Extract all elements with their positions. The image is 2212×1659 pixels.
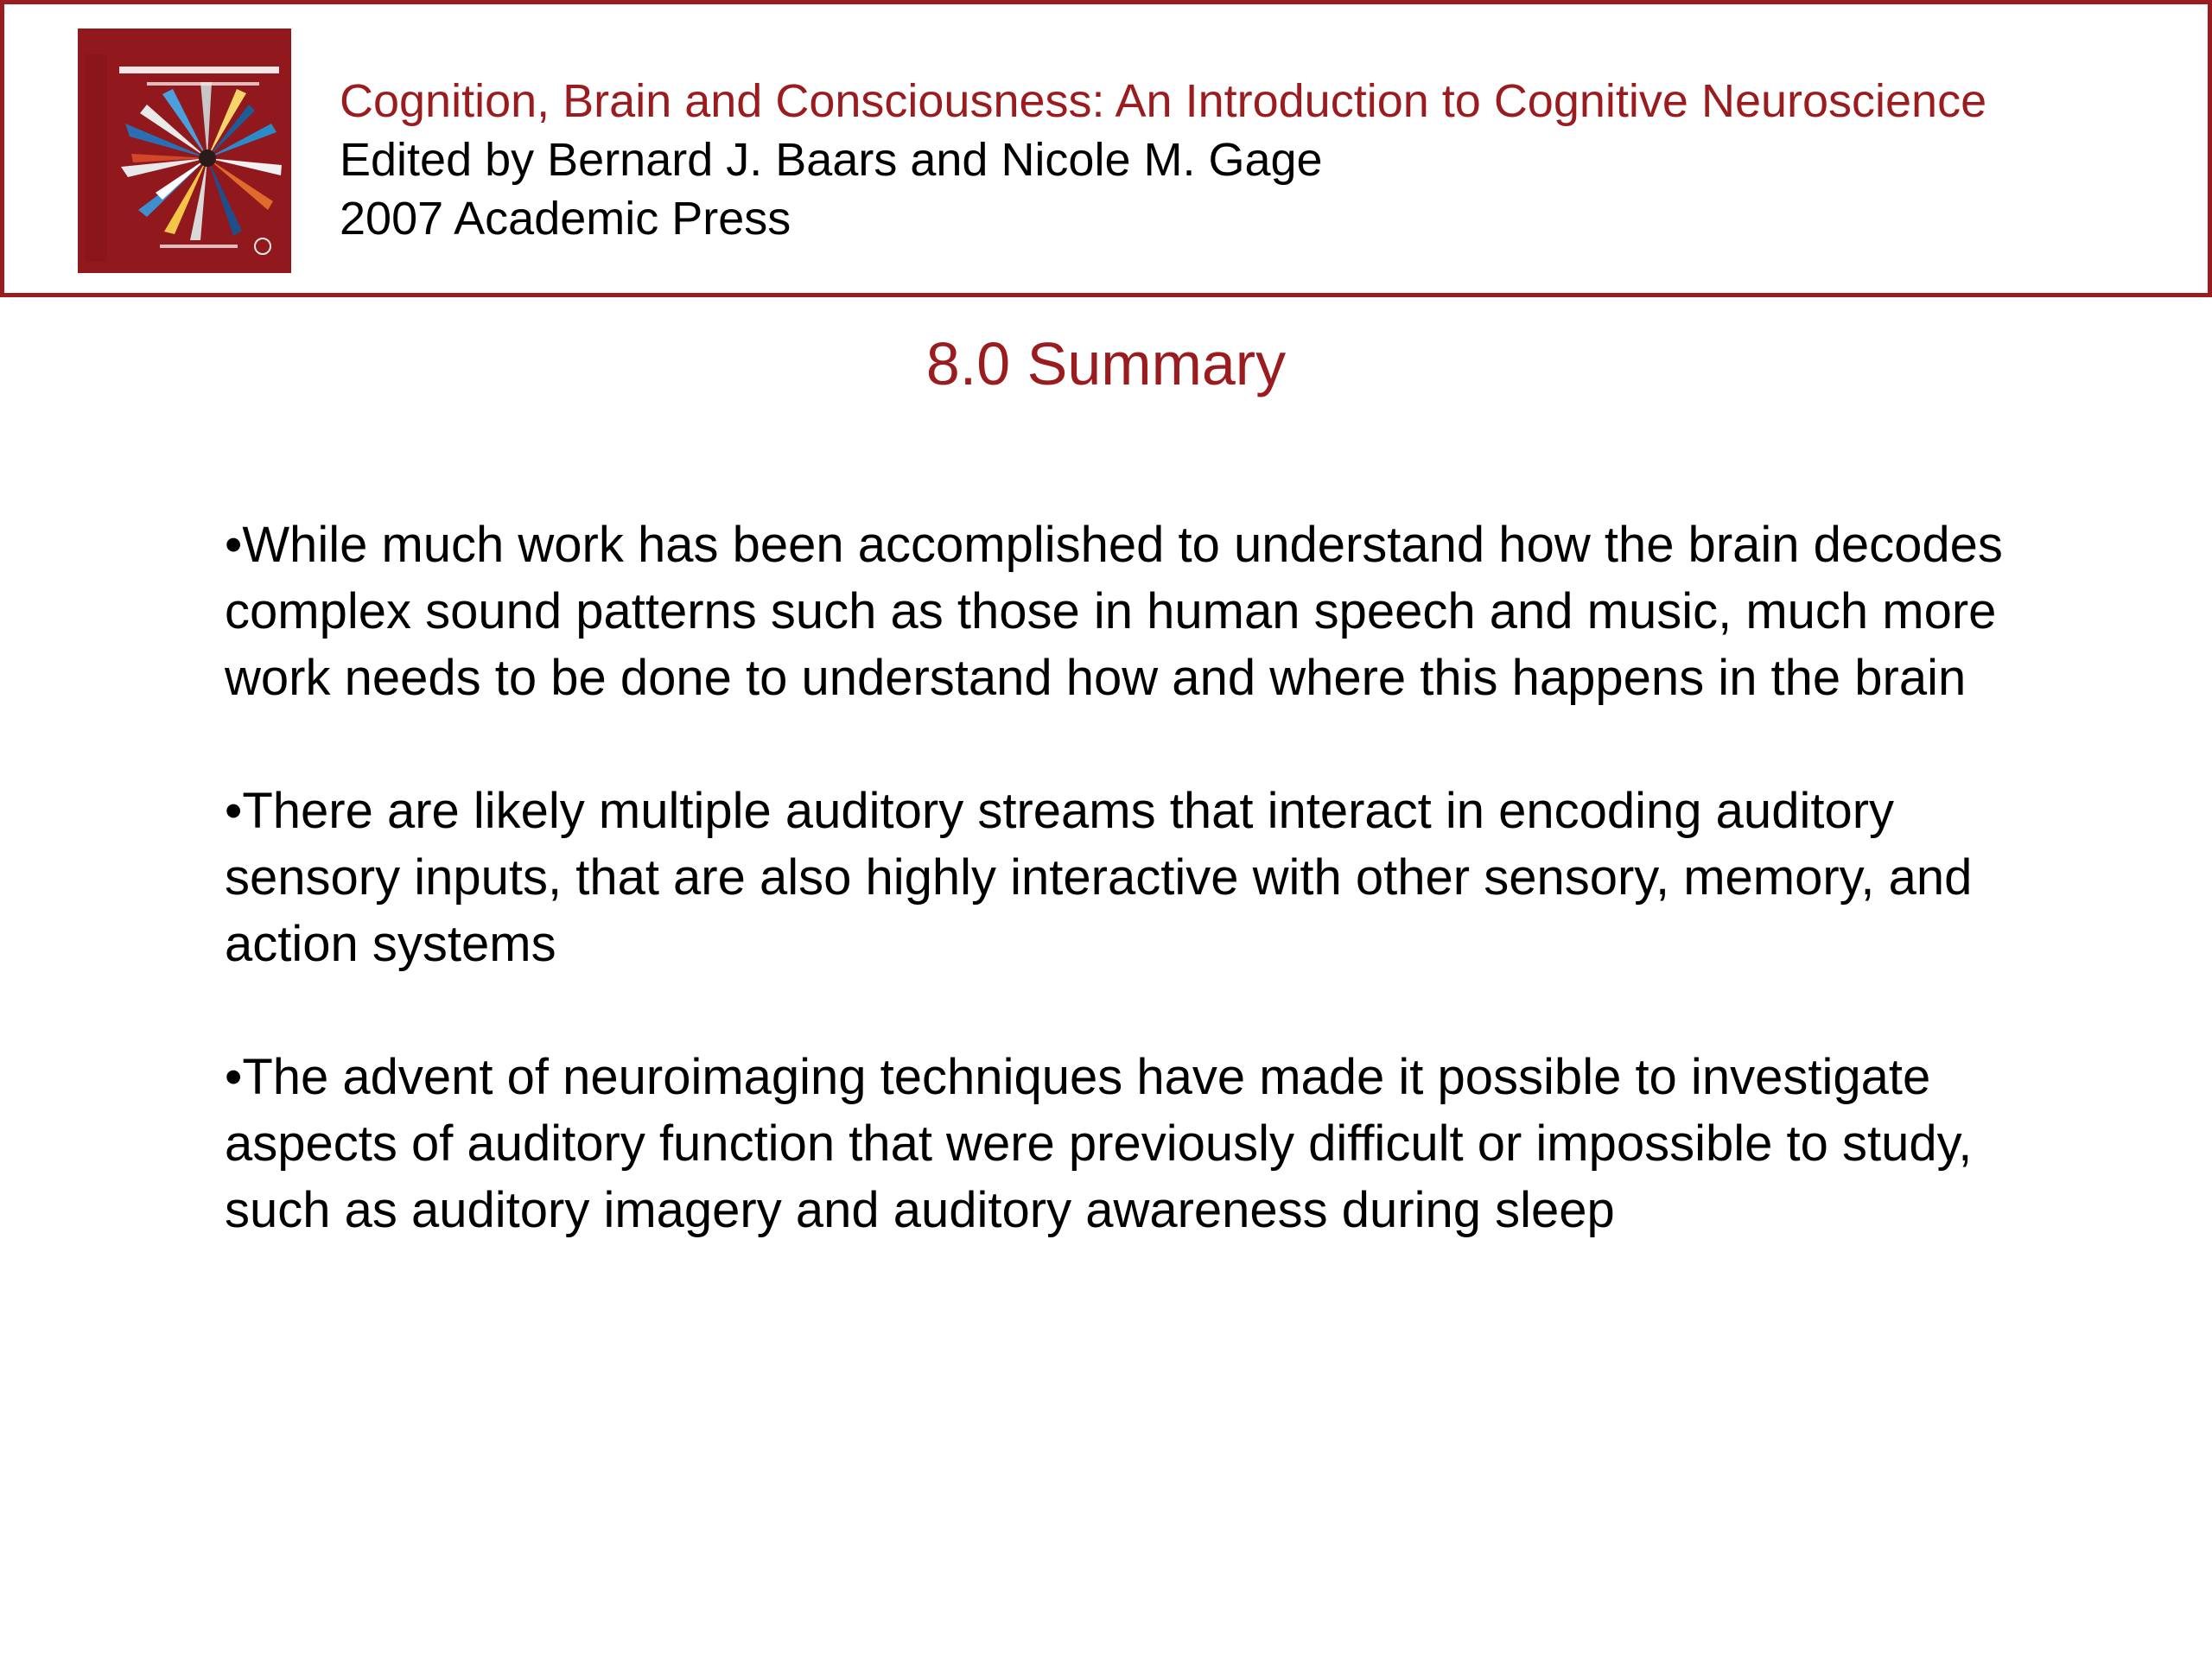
book-editors: Edited by Bernard J. Baars and Nicole M. Gage	[340, 134, 1323, 186]
bullet-item	[225, 778, 2005, 977]
bullet-text: While much work has been accomplished to understand how the brain decodes complex sound patterns such as those in human speech and music, much more work needs to be done to understand how and where this happens in the brain	[225, 517, 2003, 706]
bullet-symbol: •	[225, 783, 243, 839]
book-cover-image	[78, 29, 291, 273]
header-banner	[0, 0, 2212, 297]
bullet-text: The advent of neuroimaging techniques have made it possible to investigate aspects of auditory function that were previously difficult or impossible to study, such as auditory imagery and auditory awareness during sleep	[225, 1049, 1973, 1238]
book-publisher: 2007 Academic Press	[340, 193, 791, 245]
bullet-symbol: •	[225, 1049, 243, 1105]
bullet-list	[225, 512, 2005, 1310]
bullet-item	[225, 512, 2005, 711]
book-title: Cognition, Brain and Consciousness: An Introduction to Cognitive Neuroscience	[340, 75, 1987, 127]
bullet-symbol: •	[225, 517, 243, 573]
bullet-text: There are likely multiple auditory streams that interact in encoding auditory sensory inputs, that are also highly interactive with other sensory, memory, and action systems	[225, 783, 1973, 972]
book-citation	[340, 72, 2189, 248]
book-cover-art	[78, 29, 291, 273]
bullet-item	[225, 1044, 2005, 1243]
slide-title: 8.0 Summary	[925, 330, 1287, 397]
